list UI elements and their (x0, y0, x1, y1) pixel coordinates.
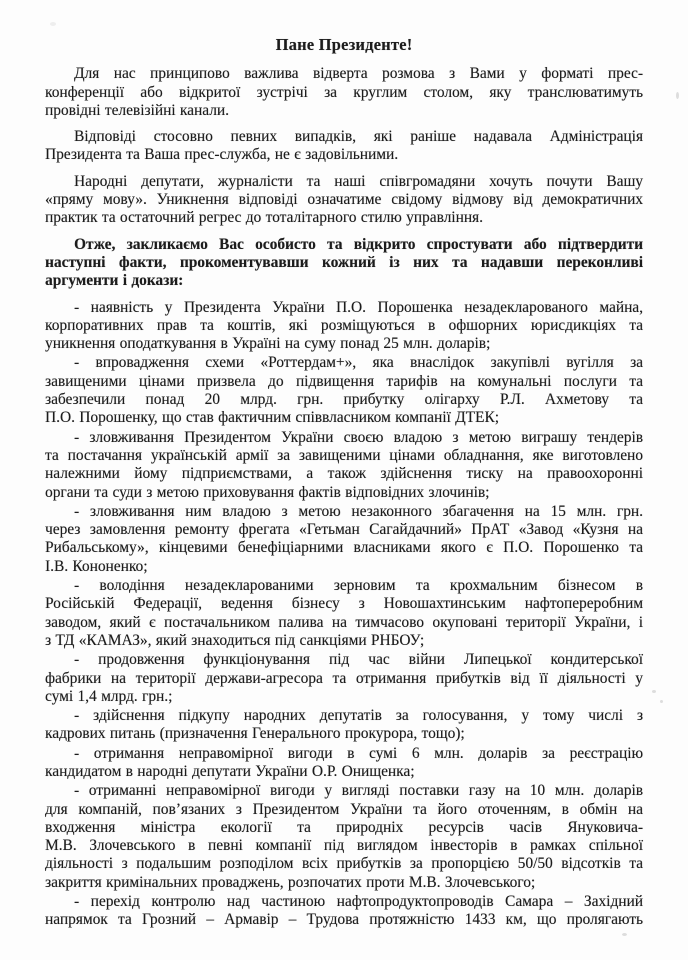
text-line: Рибальському», кінцевими бенефіціарними власниками якого є П.О. Порошенко та (45, 539, 643, 557)
text-line: - отримання неправомірної вигоди в сумі 6 млн. доларів за реєстрацію (74, 744, 643, 762)
text-line: уникнення оподаткування в Україні на суму понад 25 млн. доларів; (45, 335, 491, 353)
text-line: Отже, закликаємо Вас особисто та відкрито спростувати або підтвердити (74, 235, 643, 253)
text-line: органи та суди з метою приховування фактів відповідних злочинів; (45, 483, 490, 501)
text-line: напрямок та Грозний – Армавір – Трудова протяжністю 1433 км, що пролягають (45, 911, 643, 929)
scan-artifact (50, 22, 56, 26)
text-line: та постачання українській армії за завищеними цінами обладнання, яке виготовлено (45, 446, 643, 464)
text-line: - впровадження схеми «Роттердам+», яка внаслідок закупівлі вугілля за (74, 354, 643, 372)
bullet-paragraph (45, 707, 643, 744)
text-line: забезпечили понад 20 млрд. грн. прибутку олігарху Р.Л. Ахметову та (45, 391, 643, 409)
scan-artifact (676, 92, 679, 99)
text-line: сумі 1,4 млрд. грн.; (45, 687, 173, 705)
text-line: Народні депутати, журналісти та наші співгромадяни хочуть почути Вашу (74, 172, 643, 190)
bullet-paragraph (45, 299, 643, 354)
text-line: через замовлення ремонту фрегата «Гетьман Сагайдачний» ПрАТ «Завод «Кузня на (45, 521, 643, 539)
text-line: Відповіді стосовно певних випадків, які раніше надавала Адміністрація (74, 128, 643, 146)
paragraph (45, 65, 643, 120)
text-line: конференції або відкритої зустрічі за круглим столом, яку транслюватимуть (45, 83, 643, 101)
paragraph (45, 128, 643, 165)
paragraph (45, 236, 643, 291)
text-line: - продовження функціонування під час війни Липецької кондитерської (74, 651, 643, 669)
text-line: кадрових питань (призначення Генерального прокурора, тощо); (45, 725, 465, 743)
text-line: Президента та Ваша прес-служба, не є задовільними. (45, 146, 399, 164)
text-line: заводом, який є постачальником палива на тимчасово окуповані території України, і (45, 613, 643, 631)
text-line: - отриманні неправомірної вигоди у вигляді поставки газу на 10 млн. доларів (74, 782, 643, 800)
text-line: провідні телевізійні канали. (45, 101, 229, 119)
text-line: - зловживання ним владою з метою незаконного збагачення на 15 млн. грн. (74, 502, 643, 520)
bullet-paragraph (45, 782, 643, 892)
text-line: М.В. Злочевського в певні компанії під виглядом інвесторів в рамках спільної (45, 837, 643, 855)
text-line: І.В. Кононенко; (45, 557, 148, 575)
text-line: - зловживання Президентом України своєю владою з метою виграшу тендерів (74, 428, 643, 446)
text-line: - перехід контролю над частиною нафтопродуктопроводів Самара – Західний (74, 893, 643, 911)
bullet-paragraph (45, 577, 643, 650)
text-line: з ТД «КАМАЗ», який знаходиться під санкціями РНБОУ; (45, 631, 425, 649)
text-line: - здійснення підкупу народних депутатів за голосування, у тому числі з (74, 707, 643, 725)
bullet-paragraph (45, 503, 643, 576)
text-line: практик та остаточний регрес до тоталітарного стилю управління. (45, 209, 483, 227)
scan-artifact (652, 690, 656, 693)
text-line: фабрики на території держави-агресора та отримання прибутків від її діяльності у (45, 669, 643, 687)
text-line: наступні факти, прокоментувавши кожний із них та надавши переконливі (45, 253, 643, 271)
text-line: Для нас принципово важлива відверта розмова з Вами у форматі прес- (74, 65, 643, 83)
letter-title: Пане Президенте! (275, 35, 413, 54)
bullet-paragraph (45, 651, 643, 706)
text-line: завищеними цінами призвела до підвищення тарифів на комунальні послуги та (45, 372, 643, 390)
bullet-paragraph (45, 745, 643, 782)
text-line: «пряму мову». Уникнення відповіді означатиме свідому відмову від демократичних (45, 191, 643, 209)
letter-body (45, 65, 643, 929)
text-line: П.О. Порошенку, що став фактичним співвласником компанії ДТЕК; (45, 409, 499, 427)
bullet-paragraph (45, 893, 643, 930)
paragraph (45, 173, 643, 228)
text-line: - володіння незадекларованими зерновим та крохмальним бізнесом в (74, 577, 643, 595)
bullet-paragraph (45, 354, 643, 427)
text-line: закриття кримінальних проваджень, розпочатих проти М.В. Злочевського; (45, 873, 536, 891)
letter-content (45, 36, 643, 931)
text-line: для компаній, пов’язаних з Президентом України та його оточенням, в обмін на (45, 800, 643, 818)
text-line: Російській Федерації, ведення бізнесу з Новошахтинським нафтопереробним (45, 595, 643, 613)
text-line: діяльності з подальшим розподілом всіх прибутків за пропорцією 50/50 відсотків та (45, 855, 643, 873)
text-line: належними йому підприємствами, а також здійснення тиску на правоохоронні (45, 465, 643, 483)
bullet-paragraph (45, 429, 643, 502)
text-line: корпоративних прав та коштів, які розміщуються в офшорних юрисдикціях та (45, 316, 643, 334)
text-line: кандидатом в народні депутати України О.Р. Онищенка; (45, 762, 415, 780)
scan-artifact (660, 700, 663, 703)
text-line: - наявність у Президента України П.О. Порошенка незадекларованого майна, (74, 298, 643, 316)
scan-artifact (622, 933, 627, 936)
text-line: аргументи і докази: (45, 272, 184, 290)
text-line: входження міністра екології та природніх ресурсів часів Януковича- (45, 818, 643, 836)
